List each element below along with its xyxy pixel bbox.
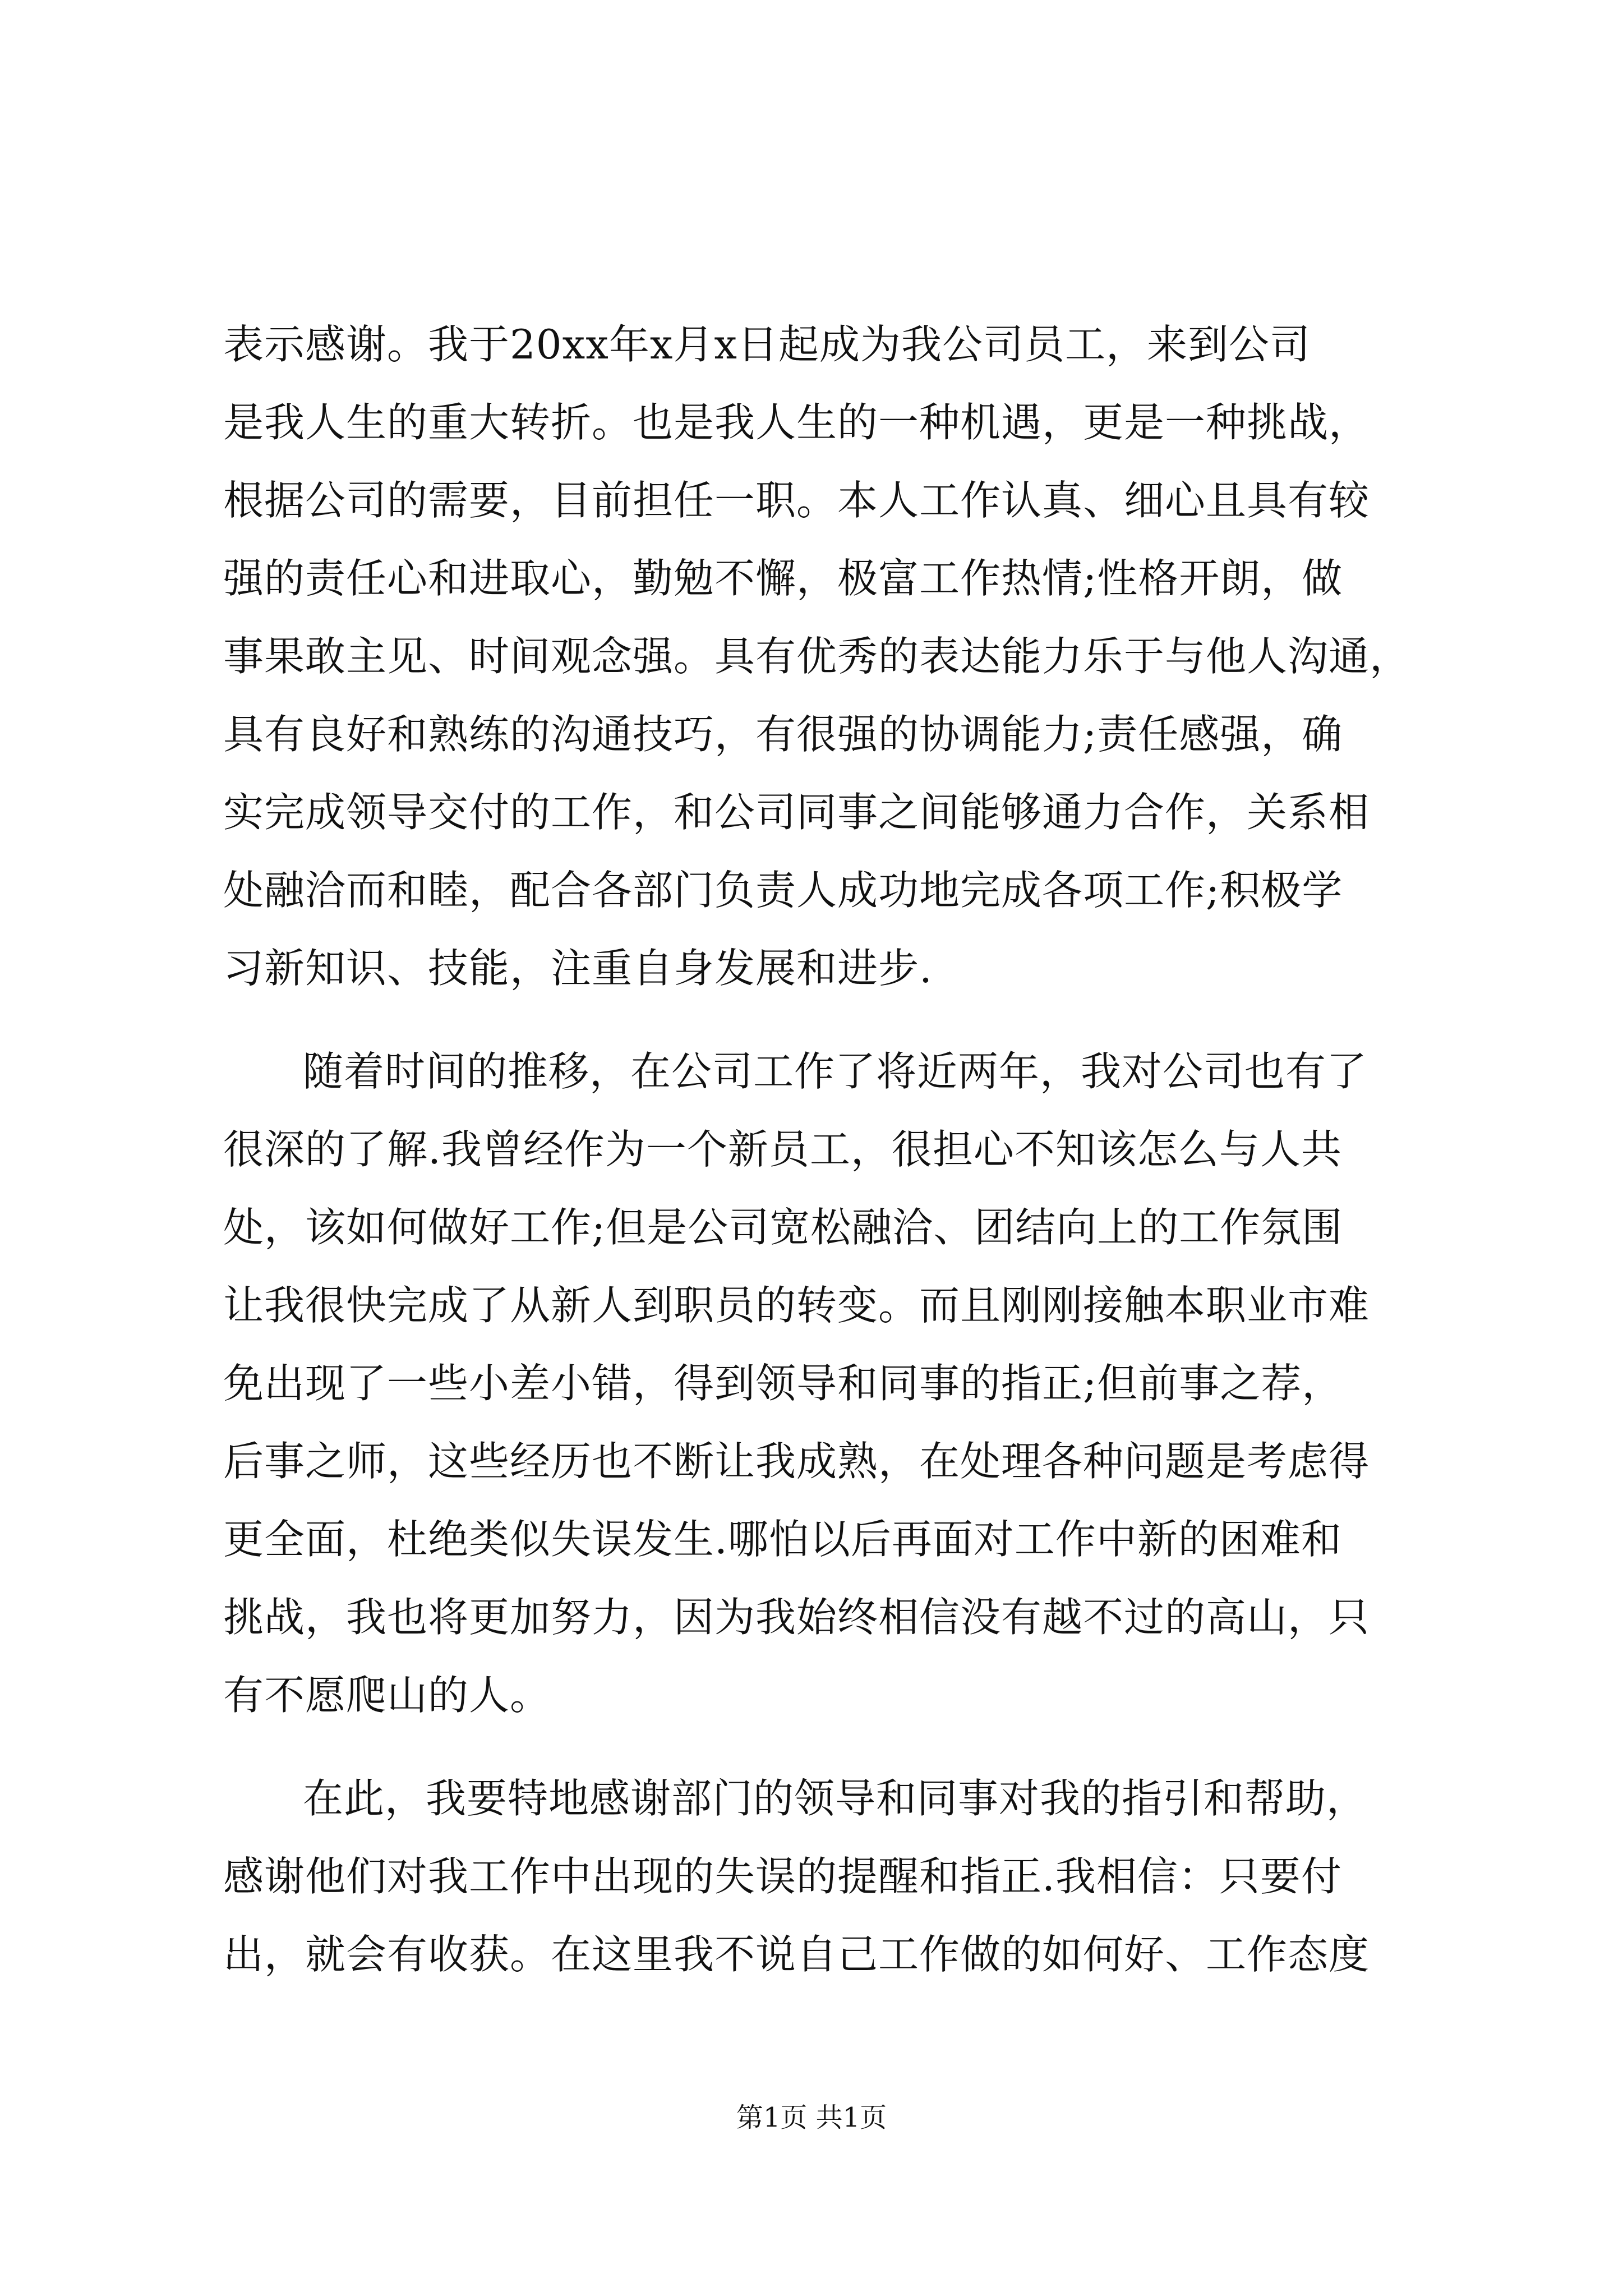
text-line: 有不愿爬山的人。 [223,1672,551,1719]
text-line: 根据公司的需要，目前担任一职。本人工作认真、细心且具有较 [223,477,1370,524]
text-line: 处融洽而和睦，配合各部门负责人成功地完成各项工作;积极学 [223,867,1343,914]
paragraph-1 [223,306,1429,1007]
text-line: 表示感谢。我于20xx年x月x日起成为我公司员工，来到公司 [223,321,1311,368]
text-line: 挑战，我也将更加努力，因为我始终相信没有越不过的高山，只 [223,1594,1370,1641]
text-line: 事果敢主见、时间观念强。具有优秀的表达能力乐于与他人沟通， [223,633,1411,680]
text-line: 习新知识、技能，注重自身发展和进步. [223,945,933,992]
text-line: 具有良好和熟练的沟通技巧，有很强的协调能力;责任感强，确 [223,711,1343,758]
text-line: 感谢他们对我工作中出现的失误的提醒和指正.我相信：只要付 [223,1853,1342,1900]
text-line: 出，就会有收获。在这里我不说自己工作做的如何好、工作态度 [223,1931,1370,1978]
paragraph-spacing [223,1734,1429,1760]
paragraph-spacing [223,1007,1429,1033]
text-line: 很深的了解.我曾经作为一个新员工，很担心不知该怎么与人共 [223,1126,1342,1173]
document-body [223,306,1429,1994]
text-line: 更全面，杜绝类似失误发生.哪怕以后再面对工作中新的困难和 [223,1516,1342,1563]
text-line: 后事之师，这些经历也不断让我成熟，在处理各种问题是考虑得 [223,1438,1370,1485]
text-line: 处，该如何做好工作;但是公司宽松融洽、团结向上的工作氛围 [223,1204,1343,1251]
text-line: 强的责任心和进取心，勤勉不懈，极富工作热情;性格开朗，做 [223,555,1343,602]
text-line: 免出现了一些小差小错，得到领导和同事的指正;但前事之荐， [223,1360,1343,1407]
text-line: 实完成领导交付的工作，和公司同事之间能够通力合作，关系相 [223,789,1370,836]
text-line: 在此，我要特地感谢部门的领导和同事对我的指引和帮助， [303,1775,1368,1822]
text-line: 随着时间的推移，在公司工作了将近两年，我对公司也有了 [303,1048,1368,1095]
paragraph-3 [223,1760,1429,1994]
text-line: 让我很快完成了从新人到职员的转变。而且刚刚接触本职业市难 [223,1282,1370,1329]
page-number-footer: 第1页 共1页 [736,2102,887,2133]
paragraph-2 [223,1033,1429,1734]
text-line: 是我人生的重大转折。也是我人生的一种机遇，更是一种挑战， [223,399,1370,446]
